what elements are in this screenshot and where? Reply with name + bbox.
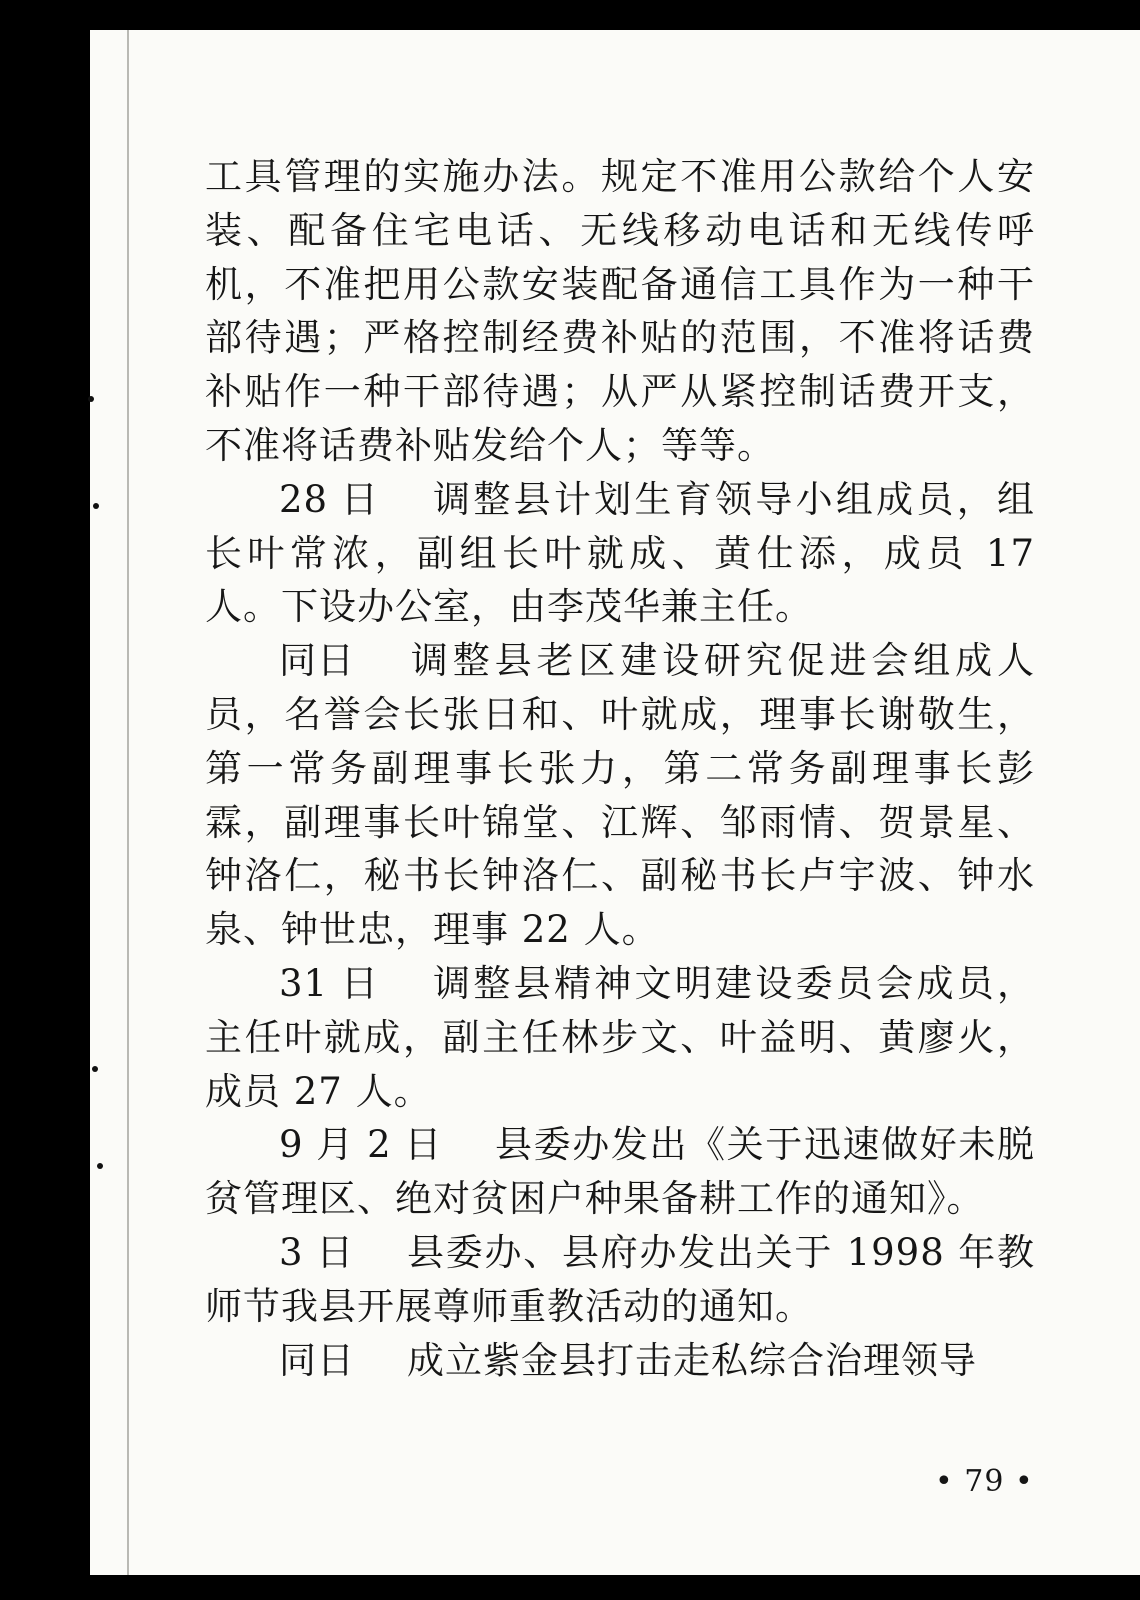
scan-speck <box>92 1066 98 1072</box>
paragraph-entry <box>205 634 1035 957</box>
page-number: • 79 • <box>935 1464 1034 1499</box>
paragraph-entry <box>205 1226 1035 1334</box>
entry-date: 9 月 2 日 <box>279 1123 443 1167</box>
entry-date: 3 日 <box>279 1230 355 1274</box>
paragraph-text: 县委办发出《关于迅速做好未脱贫管理区、绝对贫困户种果备耕工作的通知》。 <box>205 1123 1035 1221</box>
scan-speck <box>97 1163 103 1169</box>
paragraph-entry <box>205 1118 1035 1226</box>
paragraph-continued <box>205 150 1035 473</box>
paragraph-text: 调整县精神文明建设委员会成员，主任叶就成，副主任林步文、叶益明、黄廖火，成员 27 人。 <box>205 961 1035 1113</box>
entry-date: 31 日 <box>279 961 379 1005</box>
binding-margin-line <box>127 30 129 1575</box>
paragraph-entry <box>205 1334 1035 1388</box>
paragraph-entry <box>205 473 1035 634</box>
paragraph-text: 调整县老区建设研究促进会组成人员，名誉会长张日和、叶就成，理事长谢敬生，第一常务副理事长张力，第二常务副理事长彭霖，副理事长叶锦堂、江辉、邹雨情、贺景星、钟洛仁，秘书长钟洛仁、副秘书长卢宇波、钟水泉、钟世忠，理事 22 人。 <box>205 639 1035 952</box>
scan-speck <box>93 503 99 509</box>
scan-speck <box>88 396 94 402</box>
paragraph-text: 成立紫金县打击走私综合治理领导 <box>407 1338 977 1382</box>
entry-date: 同日 <box>279 639 355 683</box>
paragraph-text: 调整县计划生育领导小组成员，组长叶常浓，副组长叶就成、黄仕添，成员 17 人。下设办公室，由李茂华兼主任。 <box>205 477 1035 629</box>
chronicle-text <box>205 150 1035 1387</box>
paragraph-text: 县委办、县府办发出关于 1998 年教师节我县开展尊师重教活动的通知。 <box>205 1230 1035 1328</box>
paragraph-entry <box>205 957 1035 1118</box>
entry-date: 同日 <box>279 1338 355 1382</box>
entry-date: 28 日 <box>279 477 379 521</box>
paragraph-text: 工具管理的实施办法。规定不准用公款给个人安装、配备住宅电话、无线移动电话和无线传呼机，不准把用公款安装配备通信工具作为一种干部待遇；严格控制经费补贴的范围，不准将话费补贴作一种干部待遇；从严从紧控制话费开支，不准将话费补贴发给个人；等等。 <box>205 155 1035 467</box>
